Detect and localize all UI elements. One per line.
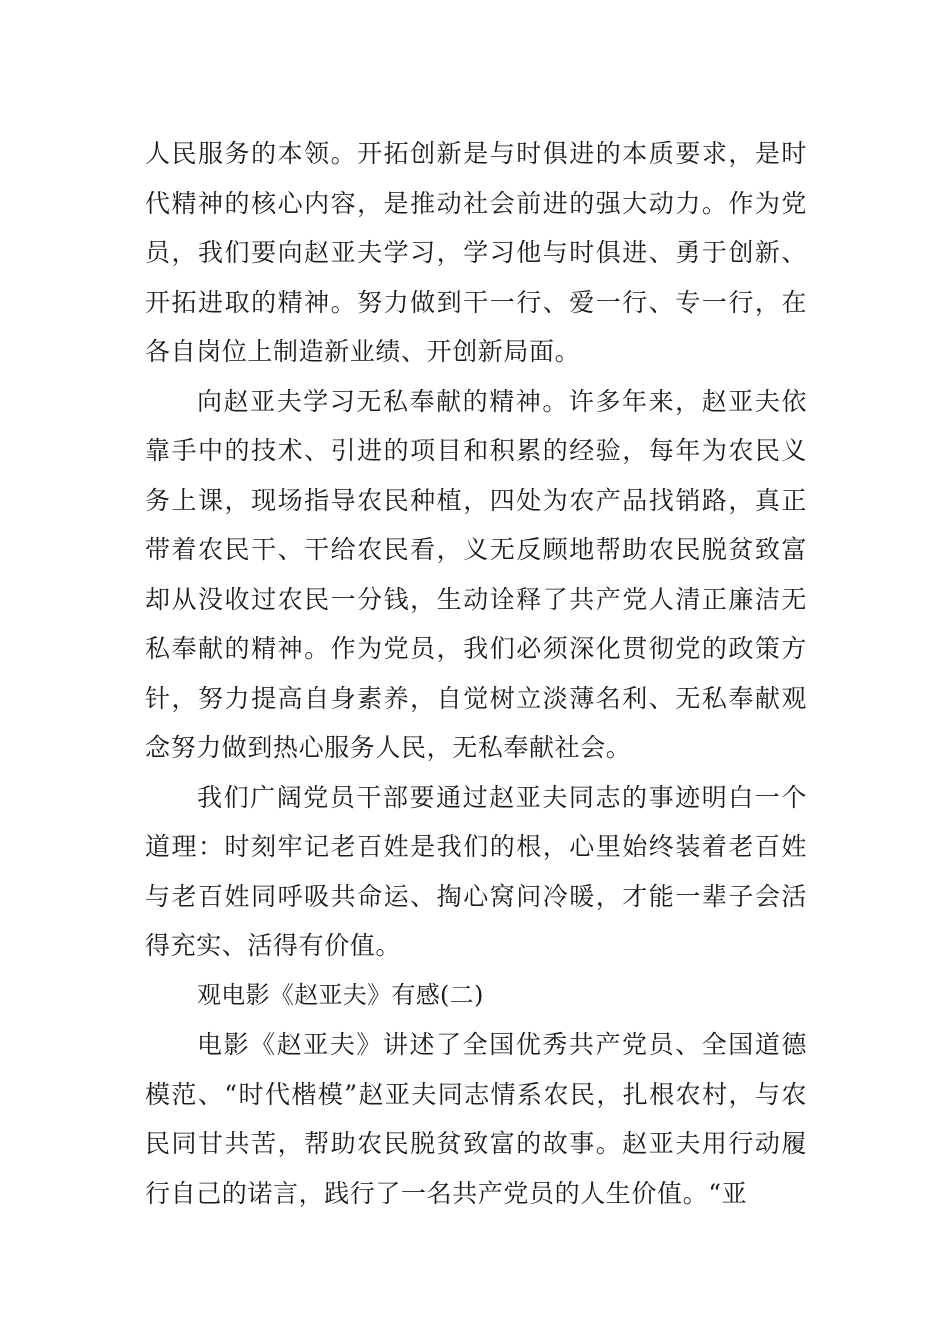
section-subtitle: 观电影《赵亚夫》有感(二) [197,980,484,1009]
document-page [145,129,807,1218]
paragraph-film-intro: 电影《赵亚夫》讲述了全国优秀共产党员、全国道德模范、“时代楷模”赵亚夫同志情系农民，扎根农村，与农民同甘共苦，帮助农民脱贫致富的故事。赵亚夫用行动履行自己的诺言，践行了一名共产党员的人生价值。“亚 [145,1030,807,1208]
paragraph-continuation: 人民服务的本领。开拓创新是与时俱进的本质要求，是时代精神的核心内容，是推动社会前进的强大动力。作为党员，我们要向赵亚夫学习，学习他与时俱进、勇于创新、开拓进取的精神。努力做到干一行、爱一行、专一行，在各自岗位上制造新业绩、开创新局面。 [145,139,807,366]
paragraph-selfless-dedication: 向赵亚夫学习无私奉献的精神。许多年来，赵亚夫依靠手中的技术、引进的项目和积累的经验，每年为农民义务上课，现场指导农民种植，四处为农产品找销路，真正带着农民干、干给农民看，义无反顾地帮助农民脱贫致富却从没收过农民一分钱，生动诠释了共产党人清正廉洁无私奉献的精神。作为党员，我们必须深化贯彻党的政策方针，努力提高自身素养，自觉树立淡薄名利、无私奉献观念努力做到热心服务人民，无私奉献社会。 [145,386,807,762]
paragraph-party-members: 我们广阔党员干部要通过赵亚夫同志的事迹明白一个道理：时刻牢记老百姓是我们的根，心里始终装着老百姓与老百姓同呼吸共命运、掏心窝问冷暖，才能一辈子会活得充实、活得有价值。 [145,782,807,960]
